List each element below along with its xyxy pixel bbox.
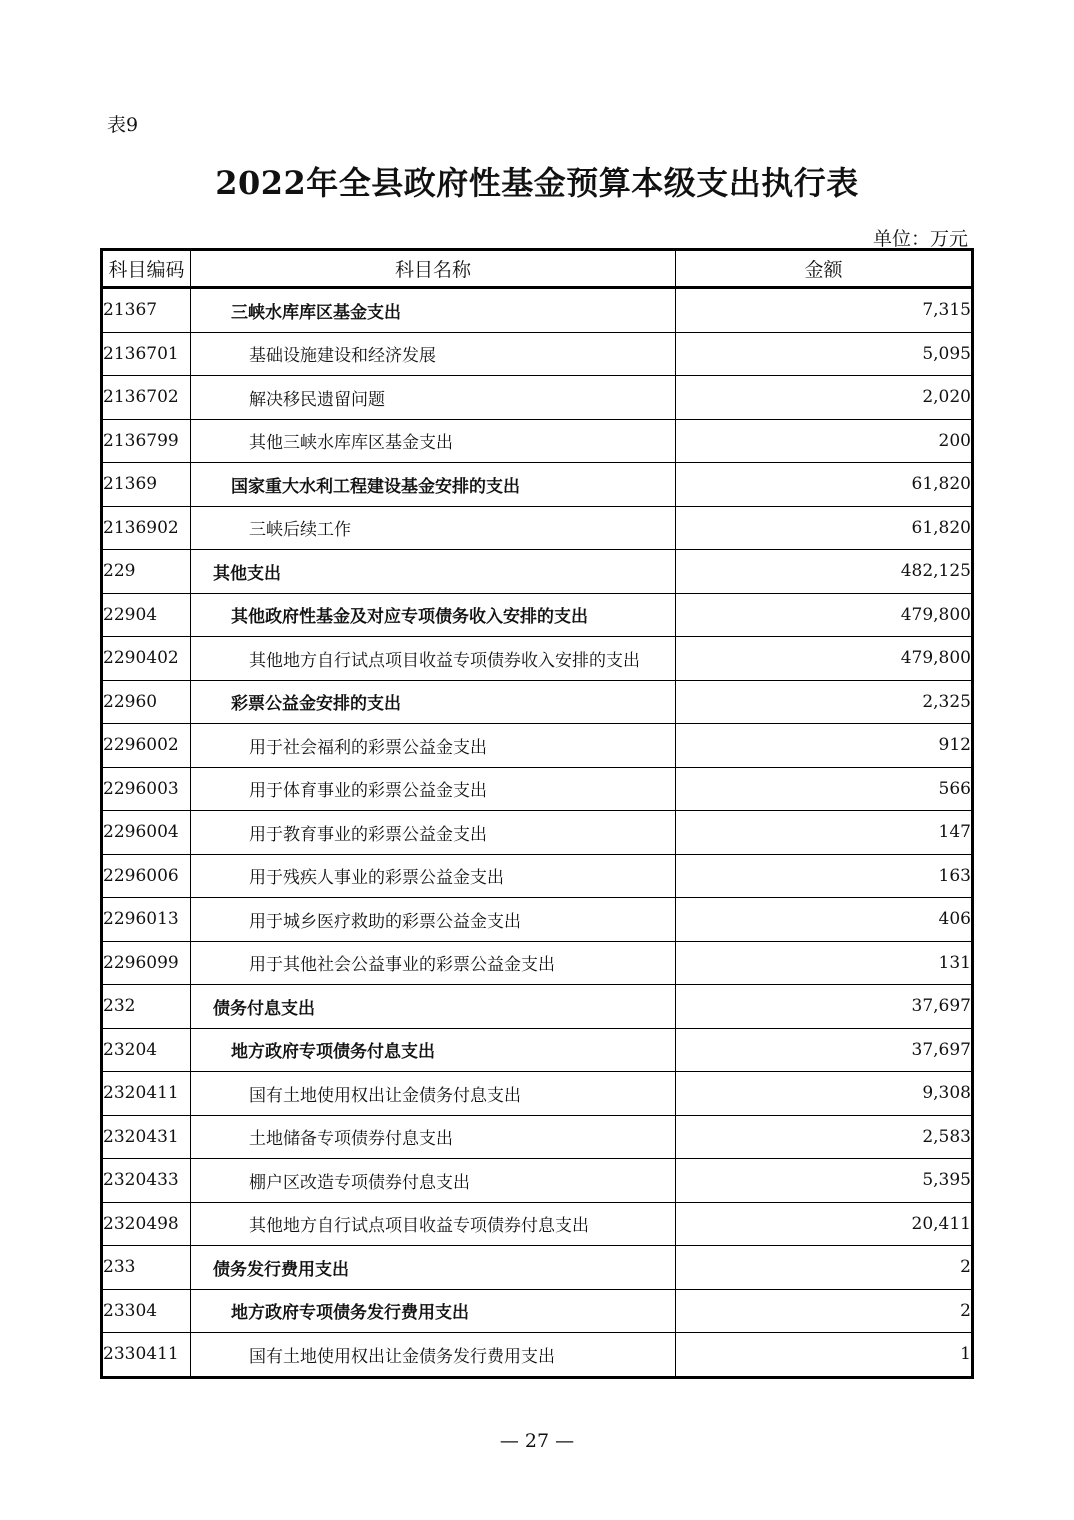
table-row: [102, 550, 973, 594]
row-amount: 479,800: [676, 593, 973, 637]
page-number: — 27 —: [499, 1430, 575, 1452]
table-header-row: [102, 250, 973, 288]
table-row: [102, 1246, 973, 1290]
row-amount: 131: [676, 941, 973, 985]
row-name: 基础设施建设和经济发展: [191, 332, 676, 376]
row-name: 国有土地使用权出让金债务发行费用支出: [191, 1333, 676, 1378]
header-name: 科目名称: [191, 250, 676, 288]
row-amount: 7,315: [676, 288, 973, 333]
row-code: 21367: [102, 288, 191, 333]
table-row: [102, 419, 973, 463]
row-name: 国家重大水利工程建设基金安排的支出: [191, 463, 676, 507]
row-code: 2320411: [102, 1072, 191, 1116]
table-row: [102, 724, 973, 768]
page-title: 2022年全县政府性基金预算本级支出执行表: [215, 164, 859, 202]
row-name: 三峡后续工作: [191, 506, 676, 550]
row-amount: 406: [676, 898, 973, 942]
unit-label: 单位：万元: [872, 228, 968, 250]
row-amount: 147: [676, 811, 973, 855]
row-amount: 37,697: [676, 985, 973, 1029]
row-name: 其他政府性基金及对应专项债务收入安排的支出: [191, 593, 676, 637]
row-code: 229: [102, 550, 191, 594]
budget-table: [100, 248, 974, 1379]
row-amount: 61,820: [676, 463, 973, 507]
row-name: 用于体育事业的彩票公益金支出: [191, 767, 676, 811]
row-amount: 61,820: [676, 506, 973, 550]
row-amount: 163: [676, 854, 973, 898]
table-row: [102, 898, 973, 942]
row-amount: 2,020: [676, 376, 973, 420]
row-code: 2296004: [102, 811, 191, 855]
table-row: [102, 376, 973, 420]
table-number: 表9: [107, 114, 139, 136]
row-amount: 566: [676, 767, 973, 811]
row-amount: 912: [676, 724, 973, 768]
table-row: [102, 767, 973, 811]
row-name: 解决移民遗留问题: [191, 376, 676, 420]
table-row: [102, 1115, 973, 1159]
row-name: 用于教育事业的彩票公益金支出: [191, 811, 676, 855]
header-code: 科目编码: [102, 250, 191, 288]
row-code: 2320433: [102, 1159, 191, 1203]
row-name: 三峡水库库区基金支出: [191, 288, 676, 333]
row-amount: 9,308: [676, 1072, 973, 1116]
row-amount: 2,325: [676, 680, 973, 724]
row-code: 2136799: [102, 419, 191, 463]
row-name: 用于城乡医疗救助的彩票公益金支出: [191, 898, 676, 942]
row-amount: 2: [676, 1246, 973, 1290]
table-row: [102, 1159, 973, 1203]
table-body: [102, 288, 973, 1378]
row-code: 2296002: [102, 724, 191, 768]
row-amount: 2: [676, 1289, 973, 1333]
table-row: [102, 985, 973, 1029]
row-code: 2136902: [102, 506, 191, 550]
row-name: 地方政府专项债务付息支出: [191, 1028, 676, 1072]
row-name: 棚户区改造专项债券付息支出: [191, 1159, 676, 1203]
table-row: [102, 332, 973, 376]
row-amount: 5,095: [676, 332, 973, 376]
table-row: [102, 593, 973, 637]
table-row: [102, 1072, 973, 1116]
row-code: 2296006: [102, 854, 191, 898]
row-code: 21369: [102, 463, 191, 507]
row-code: 22904: [102, 593, 191, 637]
row-name: 用于其他社会公益事业的彩票公益金支出: [191, 941, 676, 985]
row-code: 233: [102, 1246, 191, 1290]
table-row: [102, 637, 973, 681]
row-name: 债务发行费用支出: [191, 1246, 676, 1290]
row-name: 债务付息支出: [191, 985, 676, 1029]
row-amount: 1: [676, 1333, 973, 1378]
row-name: 其他三峡水库库区基金支出: [191, 419, 676, 463]
row-code: 23304: [102, 1289, 191, 1333]
table-row: [102, 941, 973, 985]
table-row: [102, 1333, 973, 1378]
table-row: [102, 1289, 973, 1333]
table-row: [102, 288, 973, 333]
row-amount: 479,800: [676, 637, 973, 681]
row-name: 其他地方自行试点项目收益专项债券付息支出: [191, 1202, 676, 1246]
row-name: 国有土地使用权出让金债务付息支出: [191, 1072, 676, 1116]
row-code: 2296099: [102, 941, 191, 985]
table-row: [102, 506, 973, 550]
table-row: [102, 854, 973, 898]
row-name: 其他地方自行试点项目收益专项债券收入安排的支出: [191, 637, 676, 681]
table-row: [102, 680, 973, 724]
row-code: 2296003: [102, 767, 191, 811]
header-amount: 金额: [676, 250, 973, 288]
row-code: 232: [102, 985, 191, 1029]
row-amount: 482,125: [676, 550, 973, 594]
row-name: 用于残疾人事业的彩票公益金支出: [191, 854, 676, 898]
row-amount: 20,411: [676, 1202, 973, 1246]
row-amount: 37,697: [676, 1028, 973, 1072]
row-amount: 5,395: [676, 1159, 973, 1203]
row-code: 2290402: [102, 637, 191, 681]
row-code: 2136702: [102, 376, 191, 420]
table-row: [102, 1028, 973, 1072]
table-row: [102, 463, 973, 507]
row-code: 2136701: [102, 332, 191, 376]
row-amount: 2,583: [676, 1115, 973, 1159]
table-row: [102, 1202, 973, 1246]
row-code: 2330411: [102, 1333, 191, 1378]
row-code: 23204: [102, 1028, 191, 1072]
row-amount: 200: [676, 419, 973, 463]
table-row: [102, 811, 973, 855]
row-code: 2320498: [102, 1202, 191, 1246]
row-name: 土地储备专项债券付息支出: [191, 1115, 676, 1159]
row-code: 2320431: [102, 1115, 191, 1159]
row-code: 2296013: [102, 898, 191, 942]
row-name: 用于社会福利的彩票公益金支出: [191, 724, 676, 768]
row-code: 22960: [102, 680, 191, 724]
row-name: 其他支出: [191, 550, 676, 594]
row-name: 地方政府专项债务发行费用支出: [191, 1289, 676, 1333]
row-name: 彩票公益金安排的支出: [191, 680, 676, 724]
